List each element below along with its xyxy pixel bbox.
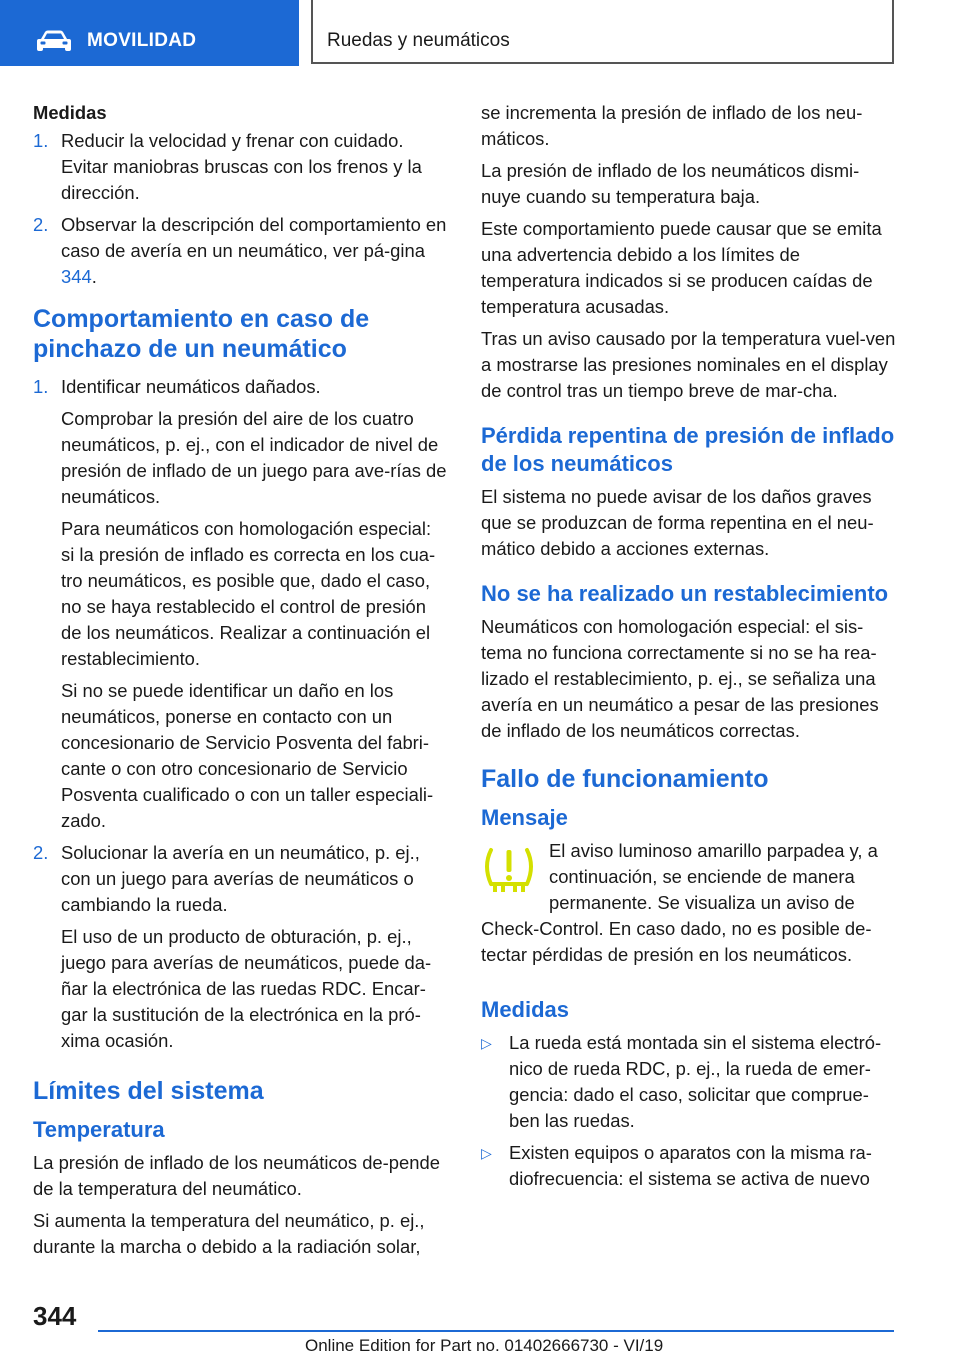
step-number: 1. xyxy=(33,376,49,397)
step-text-end: . xyxy=(91,266,97,287)
medidas-heading-right: Medidas xyxy=(481,997,570,1022)
step-text: Comprobar la presión del aire de los cuatro neumáticos, p. ej., con el indicador de nivel de presión de inflado de un juego para ave‐rías de neumáticos. xyxy=(61,408,447,507)
list-item xyxy=(33,128,448,206)
left-column xyxy=(33,100,448,1266)
paragraph: Neumáticos con homologación especial: el sis‐tema no funciona correctamente si no se ha rea‐lizado el restablecimiento, p. ej., se señaliza una avería en un neumático a pesar de las presiones de inflado de los neumáticos correctas. xyxy=(481,616,879,741)
triangle-bullet-icon: ▷ xyxy=(481,1035,492,1051)
paragraph: La presión de inflado de los neumáticos dismi‐nuye cuando su temperatura baja. xyxy=(481,160,860,207)
step-text: Para neumáticos con homologación especial: si la presión de inflado es correcta en los cua‐tro neumáticos, es posible que, dado el caso, no se haya restablecido el control de presión de los neumáticos. Realizar a continuación el restablecimiento. xyxy=(61,518,436,669)
edition-text: Online Edition for Part no. 01402666730 - VI/19 xyxy=(305,1336,664,1355)
fallo-heading: Fallo de funcionamiento xyxy=(481,765,769,793)
paragraph: Tras un aviso causado por la temperatura vuel‐ven a mostrarse las presiones nominales en el display de control tras un tiempo breve de mar‐cha. xyxy=(481,328,896,401)
paragraph: Si aumenta la temperatura del neumático, p. ej., durante la marcha o debido a la radiación solar, xyxy=(33,1210,425,1257)
paragraph: La presión de inflado de los neumáticos de‐pende de la temperatura del neumático. xyxy=(33,1152,440,1199)
page-header xyxy=(0,0,960,66)
list-item xyxy=(481,1030,896,1134)
medidas-heading: Medidas xyxy=(33,102,107,123)
section-tab[interactable] xyxy=(0,0,299,66)
section-label: MOVILIDAD xyxy=(87,30,197,51)
page-number: 344 xyxy=(33,1301,77,1331)
tire-pressure-warning-icon xyxy=(481,842,537,896)
warning-block xyxy=(481,838,896,974)
item-text: Existen equipos o aparatos con la misma ra‐diofrecuencia: el sistema se activa de nuevo xyxy=(509,1142,872,1189)
mensaje-heading: Mensaje xyxy=(481,805,568,830)
pinchazo-steps xyxy=(33,374,448,1054)
step-text: Identificar neumáticos dañados. xyxy=(61,376,321,397)
pinchazo-heading: Comportamiento en caso de pinchazo de un neumático xyxy=(33,305,370,363)
chapter-title-box xyxy=(311,0,894,64)
triangle-bullet-icon: ▷ xyxy=(481,1145,492,1161)
chapter-title: Ruedas y neumáticos xyxy=(327,30,510,51)
medidas-steps xyxy=(33,128,448,290)
list-item xyxy=(33,374,448,834)
step-text: Si no se puede identificar un daño en los neumáticos, ponerse en contacto con un concesionario de Servicio Posventa del fabri‐cante o con otro concesionario de Servicio Posventa cualificado o con un taller especiali‐zado. xyxy=(61,680,434,831)
page-link-344[interactable]: 344 xyxy=(61,266,92,287)
step-number: 2. xyxy=(33,842,49,863)
step-text: Solucionar la avería en un neumático, p. ej., con un juego para averías de neumáticos o cambiando la rueda. xyxy=(61,842,420,915)
step-text: El uso de un producto de obturación, p. ej., juego para averías de neumáticos, puede da‐ñar la electrónica de las ruedas RDC. Encar‐gar la sustitución de la electrónica en la pró‐xima ocasión. xyxy=(61,926,432,1051)
reset-heading: No se ha realizado un restablecimiento xyxy=(481,581,889,606)
right-column xyxy=(481,100,896,1198)
list-item xyxy=(481,1140,896,1192)
perdida-heading: Pérdida repentina de presión de inflado de los neumáticos xyxy=(481,423,895,476)
paragraph: Este comportamiento puede causar que se emita una advertencia debido a los límites de temperatura indicados si se producen caídas de temperatura acusadas. xyxy=(481,218,882,317)
list-item xyxy=(33,840,448,1054)
item-text: La rueda está montada sin el sistema electró‐nico de rueda RDC, p. ej., la rueda de emer‐gencia: dado el caso, solicitar que comprue‐ben las ruedas. xyxy=(509,1032,882,1131)
paragraph: El aviso luminoso amarillo parpadea y, a continuación, se enciende de manera permanente. Se visualiza un aviso de Check-Control. En caso dado, no es posible de‐tectar pérdidas de presión en los neumáticos. xyxy=(481,840,878,965)
step-number: 2. xyxy=(33,214,49,235)
car-icon xyxy=(36,30,72,52)
step-number: 1. xyxy=(33,130,49,151)
paragraph: El sistema no puede avisar de los daños graves que se produzcan de forma repentina en el neu‐mático debido a acciones externas. xyxy=(481,486,874,559)
temperatura-heading: Temperatura xyxy=(33,1117,165,1142)
limites-heading: Límites del sistema xyxy=(33,1077,264,1105)
step-text: Observar la descripción del comportamiento en caso de avería en un neumático, ver pá‐gina xyxy=(61,214,447,261)
paragraph: se incrementa la presión de inflado de los neu‐máticos. xyxy=(481,102,863,149)
footer-divider xyxy=(98,1330,894,1332)
list-item xyxy=(33,212,448,290)
medidas-list xyxy=(481,1030,896,1192)
step-text: Reducir la velocidad y frenar con cuidado. Evitar maniobras bruscas con los frenos y la dirección. xyxy=(61,130,422,203)
